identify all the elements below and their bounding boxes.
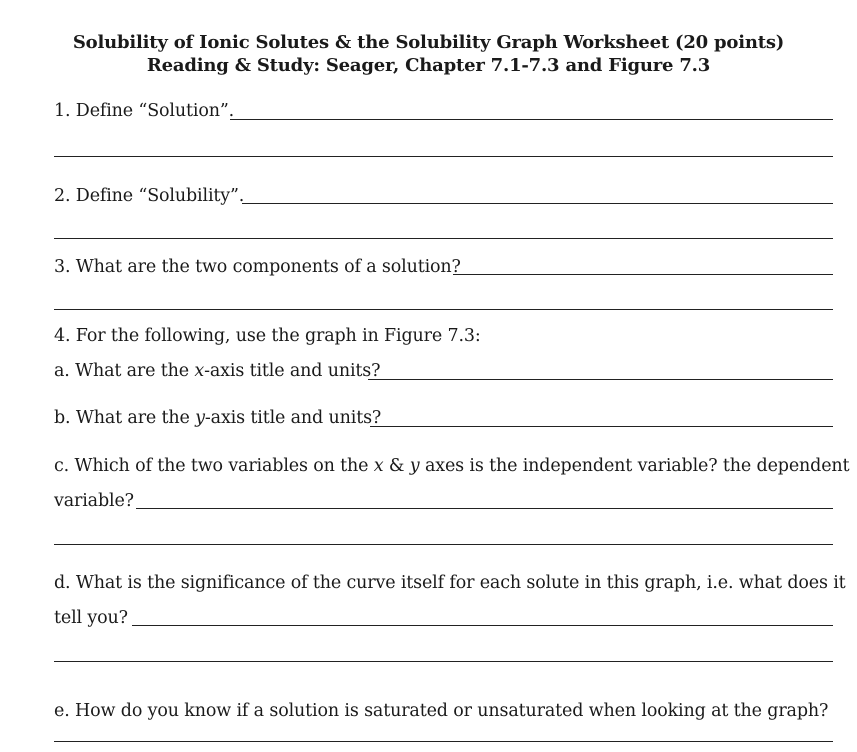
- question-4c-prompt-continued: variable?: [54, 491, 134, 511]
- question-4b-answer-line[interactable]: [370, 426, 833, 427]
- y-variable: y: [195, 408, 205, 428]
- question-4a-prompt: a. What are the x-axis title and units?: [54, 361, 381, 381]
- question-4b-prompt: b. What are the y-axis title and units?: [54, 408, 382, 428]
- x-variable: x: [373, 456, 384, 476]
- x-variable: x: [194, 361, 205, 381]
- y-variable: y: [409, 456, 420, 476]
- question-4d-prompt: d. What is the significance of the curve itself for each solute in this graph, i.e. what does it: [54, 573, 846, 593]
- question-3-prompt: 3. What are the two components of a solution?: [54, 257, 461, 277]
- question-4e-answer-line[interactable]: [54, 741, 833, 742]
- question-4c-answer-line[interactable]: [136, 508, 833, 509]
- question-4d-answer-line[interactable]: [132, 625, 833, 626]
- question-3-answer-line-2[interactable]: [54, 309, 833, 310]
- question-4a-answer-line[interactable]: [368, 379, 833, 380]
- question-1-answer-line-2[interactable]: [54, 156, 833, 157]
- worksheet-title: Solubility of Ionic Solutes & the Solubility Graph Worksheet (20 points): [72, 32, 785, 53]
- worksheet-subtitle: Reading & Study: Seager, Chapter 7.1-7.3 and Figure 7.3: [146, 55, 711, 76]
- question-4c-answer-line-2[interactable]: [54, 544, 833, 545]
- question-2-prompt: 2. Define “Solubility”.: [54, 186, 245, 206]
- question-4-prompt: 4. For the following, use the graph in Figure 7.3:: [54, 326, 481, 346]
- question-4c-prompt: c. Which of the two variables on the x & y axes is the independent variable? the dependent: [54, 456, 850, 476]
- question-4d-prompt-continued: tell you?: [54, 608, 128, 628]
- question-2-answer-line-2[interactable]: [54, 238, 833, 239]
- question-4d-answer-line-2[interactable]: [54, 661, 833, 662]
- question-4e-prompt: e. How do you know if a solution is saturated or unsaturated when looking at the graph?: [54, 701, 829, 721]
- question-1-prompt: 1. Define “Solution”.: [54, 101, 235, 121]
- question-3-answer-line[interactable]: [453, 274, 833, 275]
- question-2-answer-line[interactable]: [242, 203, 833, 204]
- question-1-answer-line[interactable]: [230, 119, 833, 120]
